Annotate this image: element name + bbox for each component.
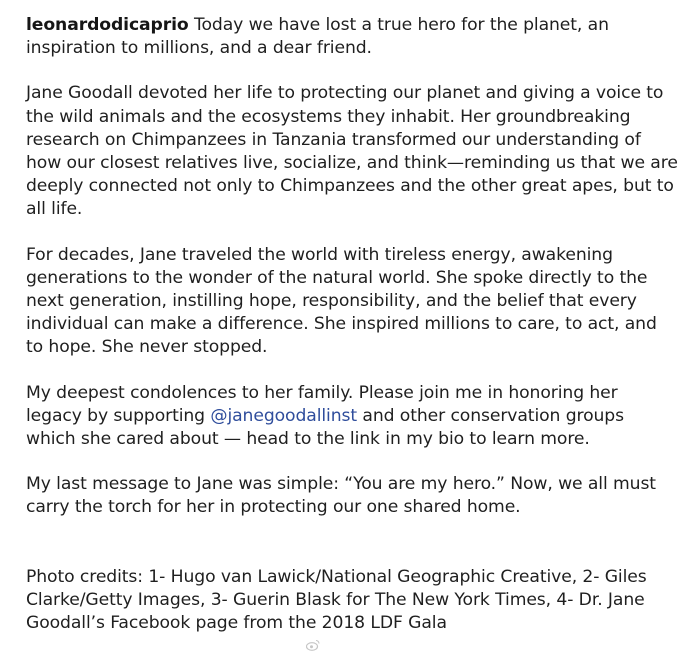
caption-text-4a: My deepest condolences to her family. Please join me in honoring her legacy by supporting xyxy=(26,382,618,426)
caption-text-1: Today we have lost a true hero for the planet, an inspiration to millions, and a dear friend. xyxy=(26,15,609,59)
caption-paragraph-2: Jane Goodall devoted her life to protecting our planet and giving a voice to the wild animals and the ecosystems they inhabit. Her groundbreaking research on Chimpanzees in Tanzania transformed our understanding of how our closest relatives live, socialize, and think—reminding us that we are deeply connected not only to Chimpanzees and the other great apes, but to all life. xyxy=(26,83,678,220)
caption-paragraph-5: My last message to Jane was simple: “You are my hero.” Now, we all must carry the torch for her in protecting our one shared home. xyxy=(26,474,656,518)
username-link[interactable]: leonardodicaprio xyxy=(26,15,189,35)
caption-text-4b: and other conservation groups which she cared about — head to the link in my bio to learn more. xyxy=(26,405,624,450)
post-caption xyxy=(26,14,678,657)
photo-credits: Photo credits: 1- Hugo van Lawick/National Geographic Creative, 2- Giles Clarke/Getty Images, 3- Guerin Blask for The New York Times, 4- Dr. Jane Goodall’s Facebook page from the 2018 LDF Gala xyxy=(26,566,647,634)
caption-paragraph-3: For decades, Jane traveled the world with tireless energy, awakening generations to the wonder of the natural world. She spoke directly to the next generation, instilling hope, responsibility, and the belief that every individual can make a difference. She inspired millions to care, to act, and to hope. She never stopped. xyxy=(26,244,657,358)
caption-paragraph-4 xyxy=(26,382,678,452)
mention-link[interactable]: @janegoodallinst xyxy=(210,405,358,426)
caption-paragraph-1 xyxy=(26,14,678,60)
